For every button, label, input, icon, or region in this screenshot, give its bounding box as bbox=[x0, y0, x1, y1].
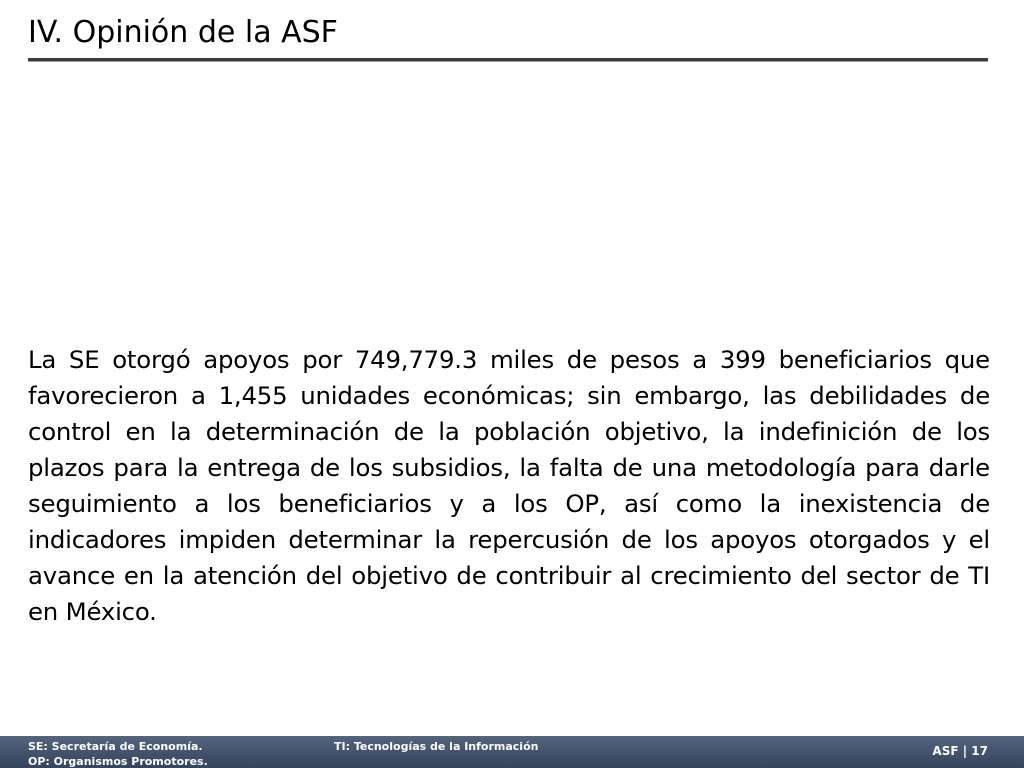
body-paragraph: La SE otorgó apoyos por 749,779.3 miles de pesos a 399 beneficiarios que favorecieron a 1,455 unidades económicas; sin embargo, las debilidades de control en la determinación de la población objetivo, la indefinición de los plazos para la entrega de los subsidios, la falta de una metodología para darle seguimiento a los beneficiarios y a los OP, así como la inexistencia de indicadores impiden determinar la repercusión de los apoyos otorgados y el avance en la atención del objetivo de contribuir al crecimiento del sector de TI en México. bbox=[28, 345, 990, 626]
slide-title: IV. Opinión de la ASF bbox=[28, 15, 338, 50]
footnote-se: SE: Secretaría de Economía. bbox=[28, 740, 203, 753]
footnote-ti: TI: Tecnologías de la Información bbox=[334, 740, 539, 753]
footer-bar bbox=[0, 736, 1024, 768]
footnote-op: OP: Organismos Promotores. bbox=[28, 755, 208, 768]
title-divider bbox=[28, 58, 988, 62]
page-number: ASF | 17 bbox=[932, 744, 988, 758]
